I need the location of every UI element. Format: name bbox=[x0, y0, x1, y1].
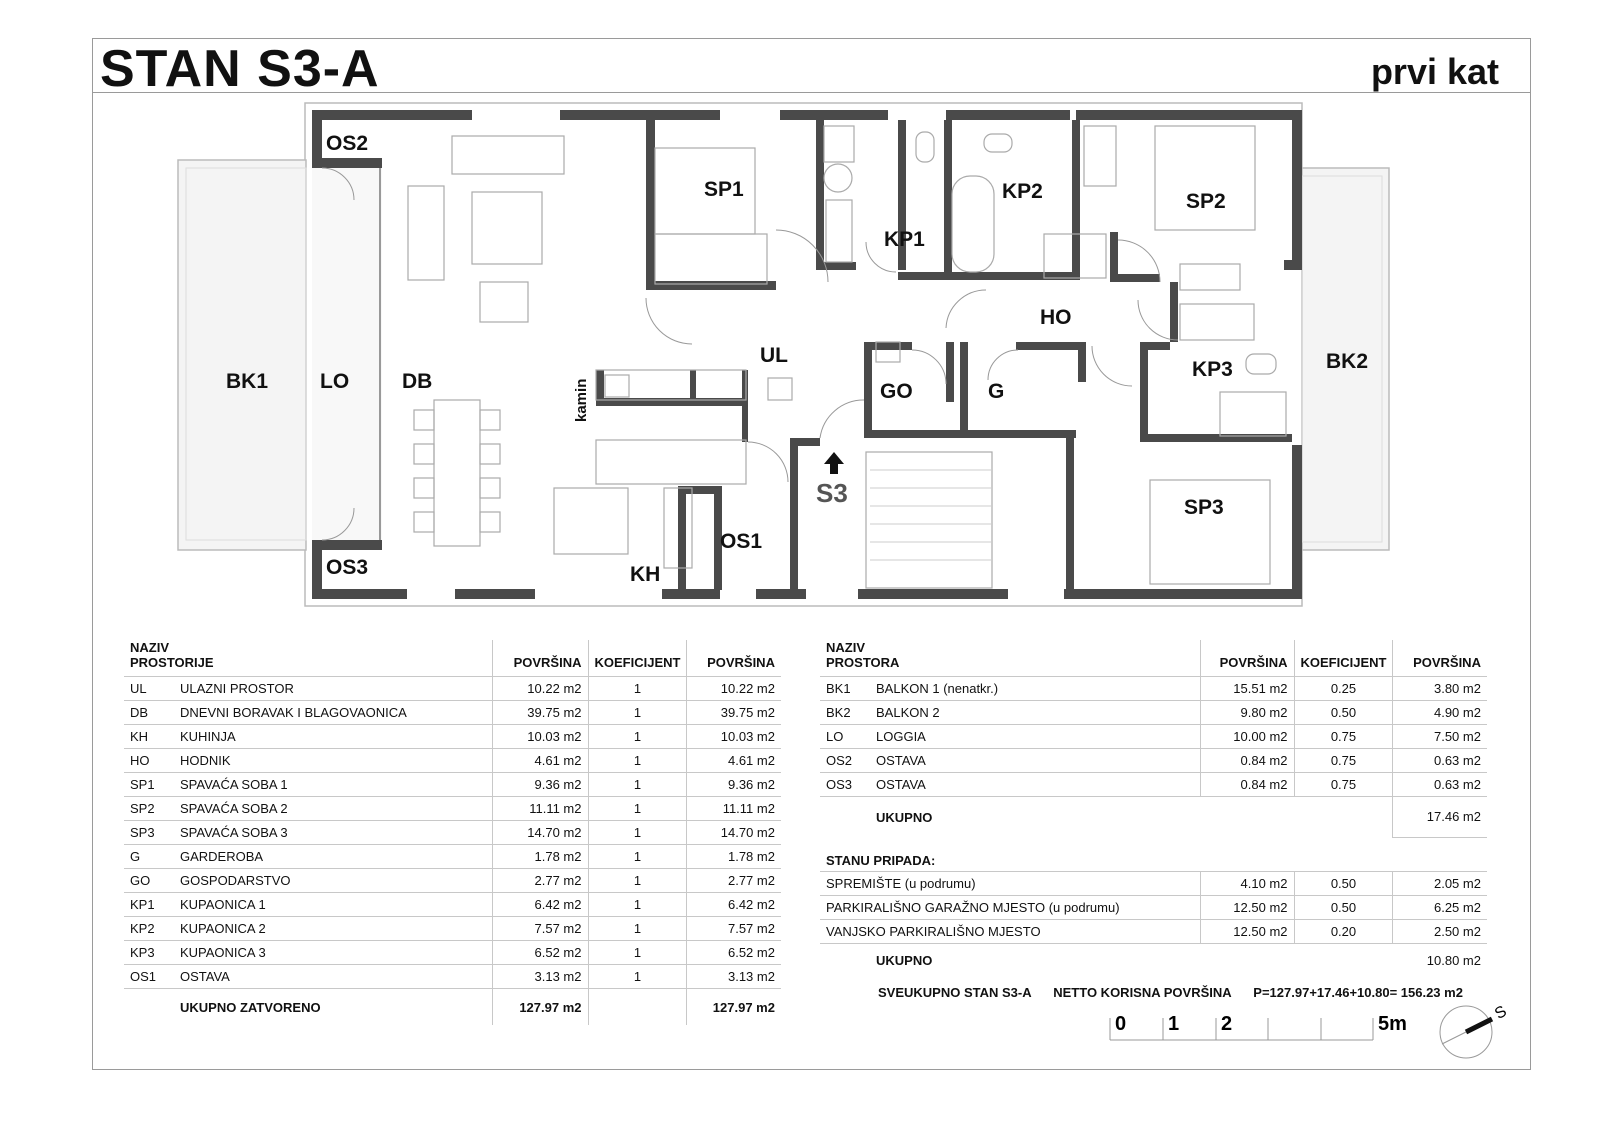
netto-label: NETTO KORISNA POVRŠINA bbox=[1053, 985, 1232, 1000]
cell-coef: 1 bbox=[588, 749, 687, 773]
cell-coef: 0.50 bbox=[1294, 701, 1393, 725]
cell-coef: 1 bbox=[588, 869, 687, 893]
table-row bbox=[124, 701, 781, 725]
walls bbox=[312, 110, 1302, 599]
header-naziv: NAZIV PROSTORIJE bbox=[124, 640, 492, 677]
cell-code: DB bbox=[124, 701, 174, 725]
grand-total-label: SVEUKUPNO STAN S3-A bbox=[878, 985, 1032, 1000]
cell-name: OSTAVA bbox=[174, 965, 492, 989]
stair-treads bbox=[870, 470, 992, 560]
cell-area: 1.78 m2 bbox=[492, 845, 588, 869]
room-label-sp2: SP2 bbox=[1186, 190, 1226, 213]
table-row bbox=[820, 919, 1487, 943]
door-swings bbox=[322, 168, 1178, 540]
cell-name: SPAVAĆA SOBA 2 bbox=[174, 797, 492, 821]
cell-coef: 0.75 bbox=[1294, 749, 1393, 773]
cell-code: KP2 bbox=[124, 917, 174, 941]
exterior-table bbox=[820, 640, 1487, 978]
cell-name: GARDEROBA bbox=[174, 845, 492, 869]
exterior-total-label: UKUPNO bbox=[876, 809, 933, 825]
cell-area: 6.42 m2 bbox=[492, 893, 588, 917]
grand-total bbox=[878, 985, 1481, 1000]
cell-name: OSTAVA bbox=[870, 773, 1200, 797]
cell-net: 4.61 m2 bbox=[687, 749, 781, 773]
cell-net: 3.80 m2 bbox=[1393, 677, 1487, 701]
cell-area: 10.22 m2 bbox=[492, 677, 588, 701]
exterior-table-header bbox=[820, 640, 1487, 677]
room-label-go: GO bbox=[880, 380, 913, 403]
cell-area: 39.75 m2 bbox=[492, 701, 588, 725]
exterior-table-total bbox=[820, 797, 1487, 838]
cell-code: GO bbox=[124, 869, 174, 893]
cell-name: SPAVAĆA SOBA 1 bbox=[174, 773, 492, 797]
cell-coef: 0.20 bbox=[1294, 919, 1393, 943]
table-row bbox=[124, 821, 781, 845]
cell-area: 14.70 m2 bbox=[492, 821, 588, 845]
cell-net: 1.78 m2 bbox=[687, 845, 781, 869]
scale-bar bbox=[1108, 1010, 1408, 1046]
cell-code: KH bbox=[124, 725, 174, 749]
cell-coef: 1 bbox=[588, 941, 687, 965]
balcony-bk1 bbox=[178, 160, 306, 550]
rooms-table-total bbox=[124, 989, 781, 1026]
cell-name: KUPAONICA 3 bbox=[174, 941, 492, 965]
room-label-kamin: kamin bbox=[573, 378, 590, 422]
scale-tick-2: 2 bbox=[1221, 1013, 1233, 1035]
cell-name: LOGGIA bbox=[870, 725, 1200, 749]
building-outline bbox=[305, 103, 1302, 606]
cell-net: 0.63 m2 bbox=[1393, 749, 1487, 773]
cell-area: 9.80 m2 bbox=[1200, 701, 1294, 725]
scale-tick-1: 1 bbox=[1168, 1013, 1180, 1035]
cell-code: OS2 bbox=[820, 749, 870, 773]
cell-coef: 1 bbox=[588, 701, 687, 725]
scale-tick-5: 5m bbox=[1378, 1013, 1407, 1035]
cell-coef: 1 bbox=[588, 893, 687, 917]
grand-total-formula: P=127.97+17.46+10.80= 156.23 m2 bbox=[1253, 985, 1463, 1000]
total-area: 127.97 m2 bbox=[492, 989, 588, 1026]
room-label-ul: UL bbox=[760, 344, 788, 367]
extra-title: STANU PRIPADA: bbox=[820, 837, 1487, 871]
header-povrsina-ext: POVRŠINA bbox=[1200, 640, 1294, 677]
header-koeficijent-ext: KOEFICIJENT bbox=[1294, 640, 1393, 677]
header-povrsina-net-ext: POVRŠINA bbox=[1393, 640, 1487, 677]
header-povrsina: POVRŠINA bbox=[492, 640, 588, 677]
room-label-db: DB bbox=[402, 370, 433, 393]
cell-name: SPREMIŠTE (u podrumu) bbox=[820, 871, 1200, 895]
extra-total-net: 10.80 m2 bbox=[1426, 953, 1481, 968]
cell-coef: 0.50 bbox=[1294, 895, 1393, 919]
table-row bbox=[124, 749, 781, 773]
cell-coef: 0.25 bbox=[1294, 677, 1393, 701]
cell-area: 9.36 m2 bbox=[492, 773, 588, 797]
cell-code: BK2 bbox=[820, 701, 870, 725]
cell-coef: 1 bbox=[588, 797, 687, 821]
cell-net: 0.63 m2 bbox=[1393, 773, 1487, 797]
cell-code: BK1 bbox=[820, 677, 870, 701]
table-row bbox=[820, 701, 1487, 725]
cell-code: HO bbox=[124, 749, 174, 773]
cell-net: 9.36 m2 bbox=[687, 773, 781, 797]
room-label-ho: HO bbox=[1040, 306, 1072, 329]
cell-code: SP2 bbox=[124, 797, 174, 821]
room-label-bk2: BK2 bbox=[1326, 350, 1369, 373]
table-row bbox=[124, 845, 781, 869]
cell-net: 3.13 m2 bbox=[687, 965, 781, 989]
total-net: 127.97 m2 bbox=[687, 989, 781, 1026]
table-row bbox=[124, 917, 781, 941]
cell-net: 4.90 m2 bbox=[1393, 701, 1487, 725]
cell-code: OS3 bbox=[820, 773, 870, 797]
north-label: S bbox=[1492, 1002, 1510, 1023]
table-row bbox=[820, 749, 1487, 773]
cell-coef: 1 bbox=[588, 845, 687, 869]
cell-net: 11.11 m2 bbox=[687, 797, 781, 821]
extra-title-row bbox=[820, 837, 1487, 871]
cell-area: 15.51 m2 bbox=[1200, 677, 1294, 701]
cell-name: BALKON 2 bbox=[870, 701, 1200, 725]
entry-arrow-icon bbox=[824, 452, 844, 474]
room-label-sp3: SP3 bbox=[1184, 496, 1224, 519]
cell-net: 14.70 m2 bbox=[687, 821, 781, 845]
cell-area: 0.84 m2 bbox=[1200, 749, 1294, 773]
cell-code: KP1 bbox=[124, 893, 174, 917]
cell-name: DNEVNI BORAVAK I BLAGOVAONICA bbox=[174, 701, 492, 725]
cell-area: 0.84 m2 bbox=[1200, 773, 1294, 797]
cell-coef: 1 bbox=[588, 677, 687, 701]
room-label-os2: OS2 bbox=[326, 132, 369, 155]
header-koeficijent: KOEFICIJENT bbox=[588, 640, 687, 677]
extra-total-row bbox=[820, 943, 1487, 978]
furniture bbox=[408, 126, 1286, 588]
cell-area: 6.52 m2 bbox=[492, 941, 588, 965]
cell-coef: 0.75 bbox=[1294, 725, 1393, 749]
extra-total-label: UKUPNO bbox=[876, 953, 933, 968]
rooms-table bbox=[124, 640, 781, 1025]
room-label-os1: OS1 bbox=[720, 530, 763, 553]
cell-net: 2.05 m2 bbox=[1393, 871, 1487, 895]
floor-label: prvi kat bbox=[1370, 51, 1499, 92]
table-row bbox=[124, 725, 781, 749]
table-row bbox=[820, 677, 1487, 701]
cell-area: 2.77 m2 bbox=[492, 869, 588, 893]
cell-net: 6.52 m2 bbox=[687, 941, 781, 965]
room-label-kh: KH bbox=[630, 563, 661, 586]
cell-code: UL bbox=[124, 677, 174, 701]
exterior-total-net: 17.46 m2 bbox=[1393, 797, 1487, 838]
scale-tick-0: 0 bbox=[1115, 1013, 1127, 1035]
room-label-kp1: KP1 bbox=[884, 228, 925, 251]
cell-name: VANJSKO PARKIRALIŠNO MJESTO bbox=[820, 919, 1200, 943]
cell-area: 11.11 m2 bbox=[492, 797, 588, 821]
cell-area: 4.10 m2 bbox=[1200, 871, 1294, 895]
cell-code: SP3 bbox=[124, 821, 174, 845]
cell-code: SP1 bbox=[124, 773, 174, 797]
cell-net: 6.42 m2 bbox=[687, 893, 781, 917]
cell-area: 12.50 m2 bbox=[1200, 919, 1294, 943]
page-title: STAN S3-A bbox=[100, 40, 380, 98]
room-label-bk1: BK1 bbox=[226, 370, 269, 393]
room-label-lo: LO bbox=[320, 370, 350, 393]
room-label-kp3: KP3 bbox=[1192, 358, 1233, 381]
room-label-kp2: KP2 bbox=[1002, 180, 1043, 203]
cell-name: BALKON 1 (nenatkr.) bbox=[870, 677, 1200, 701]
cell-code: G bbox=[124, 845, 174, 869]
cell-coef: 1 bbox=[588, 917, 687, 941]
cell-area: 12.50 m2 bbox=[1200, 895, 1294, 919]
header-naziv-prostora: NAZIV PROSTORA bbox=[820, 640, 1200, 677]
cell-code: LO bbox=[820, 725, 870, 749]
cell-coef: 0.75 bbox=[1294, 773, 1393, 797]
total-label: UKUPNO ZATVORENO bbox=[180, 999, 321, 1015]
cell-name: SPAVAĆA SOBA 3 bbox=[174, 821, 492, 845]
cell-net: 10.22 m2 bbox=[687, 677, 781, 701]
cell-name: ULAZNI PROSTOR bbox=[174, 677, 492, 701]
table-row bbox=[124, 677, 781, 701]
table-row bbox=[124, 773, 781, 797]
cell-name: KUPAONICA 1 bbox=[174, 893, 492, 917]
table-row bbox=[124, 797, 781, 821]
cell-area: 10.00 m2 bbox=[1200, 725, 1294, 749]
cell-name: OSTAVA bbox=[870, 749, 1200, 773]
cell-name: GOSPODARSTVO bbox=[174, 869, 492, 893]
stair-label-s3: S3 bbox=[816, 478, 848, 508]
cell-coef: 1 bbox=[588, 725, 687, 749]
cell-net: 7.57 m2 bbox=[687, 917, 781, 941]
cell-name: KUPAONICA 2 bbox=[174, 917, 492, 941]
table-row bbox=[124, 893, 781, 917]
table-row bbox=[124, 869, 781, 893]
table-row bbox=[820, 773, 1487, 797]
cell-name: KUHINJA bbox=[174, 725, 492, 749]
cell-net: 6.25 m2 bbox=[1393, 895, 1487, 919]
cell-area: 10.03 m2 bbox=[492, 725, 588, 749]
rooms-table-header bbox=[124, 640, 781, 677]
cell-name: HODNIK bbox=[174, 749, 492, 773]
cell-area: 3.13 m2 bbox=[492, 965, 588, 989]
table-row bbox=[124, 965, 781, 989]
cell-area: 7.57 m2 bbox=[492, 917, 588, 941]
table-row bbox=[820, 895, 1487, 919]
cell-code: KP3 bbox=[124, 941, 174, 965]
cell-area: 4.61 m2 bbox=[492, 749, 588, 773]
cell-coef: 1 bbox=[588, 965, 687, 989]
header-povrsina-net: POVRŠINA bbox=[687, 640, 781, 677]
cell-name: PARKIRALIŠNO GARAŽNO MJESTO (u podrumu) bbox=[820, 895, 1200, 919]
cell-net: 39.75 m2 bbox=[687, 701, 781, 725]
table-row bbox=[820, 725, 1487, 749]
loggia-floor bbox=[312, 168, 382, 540]
cell-coef: 1 bbox=[588, 773, 687, 797]
cell-code: OS1 bbox=[124, 965, 174, 989]
cell-coef: 0.50 bbox=[1294, 871, 1393, 895]
room-label-g: G bbox=[988, 380, 1005, 403]
cell-net: 2.77 m2 bbox=[687, 869, 781, 893]
north-arrow-icon bbox=[1438, 1002, 1518, 1064]
room-label-os3: OS3 bbox=[326, 556, 369, 579]
table-row bbox=[124, 941, 781, 965]
room-label-sp1: SP1 bbox=[704, 178, 744, 201]
cell-coef: 1 bbox=[588, 821, 687, 845]
cell-net: 10.03 m2 bbox=[687, 725, 781, 749]
cell-net: 7.50 m2 bbox=[1393, 725, 1487, 749]
cell-net: 2.50 m2 bbox=[1393, 919, 1487, 943]
table-row bbox=[820, 871, 1487, 895]
